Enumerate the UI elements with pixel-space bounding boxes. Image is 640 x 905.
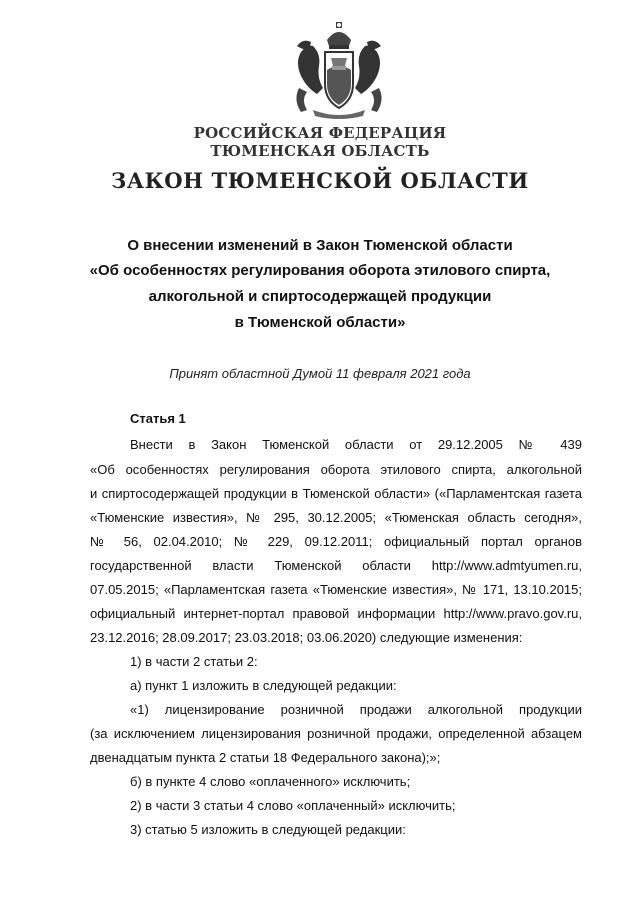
body-line: официальный интернет-портал правовой информации http://www.pravo.gov.ru, xyxy=(90,606,582,621)
body-line: № 56, 02.04.2010; № 229, 09.12.2011; официальный портал органов xyxy=(90,534,582,549)
law-title-line: «Об особенностях регулирования оборота этилового спирта, xyxy=(89,262,551,279)
body-line: и спиртосодержащей продукции в Тюменской области» («Парламентская газета xyxy=(90,486,582,501)
document-type-heading: ЗАКОН ТЮМЕНСКОЙ ОБЛАСТИ xyxy=(111,168,529,193)
body-line: «1) лицензирование розничной продажи алкогольной продукции xyxy=(130,702,582,717)
body-line: двенадцатым пункта 2 статьи 18 Федерального закона);»; xyxy=(90,750,441,765)
body-line: 23.12.2016; 28.09.2017; 23.03.2018; 03.06.2020) следующие изменения: xyxy=(90,630,523,645)
body-line: б) в пункте 4 слово «оплаченного» исключить; xyxy=(130,774,411,789)
body-line: государственной власти Тюменской области http://www.admtyumen.ru, xyxy=(90,558,582,573)
body-line: 3) статью 5 изложить в следующей редакции: xyxy=(130,822,406,837)
body-line: 1) в части 2 статьи 2: xyxy=(130,654,258,669)
coat-of-arms-icon xyxy=(287,22,391,120)
body-line: (за исключением лицензирования розничной продажи, определенной абзацем xyxy=(90,726,582,741)
article-heading: Статья 1 xyxy=(130,411,186,426)
law-title-line: в Тюменской области» xyxy=(234,314,406,331)
law-title-line: алкогольной и спиртосодержащей продукции xyxy=(148,288,492,305)
body-line: Внести в Закон Тюменской области от 29.12.2005 № 439 xyxy=(130,437,582,452)
header-region: ТЮМЕНСКАЯ ОБЛАСТЬ xyxy=(210,142,430,160)
header-country: РОССИЙСКАЯ ФЕДЕРАЦИЯ xyxy=(193,124,447,142)
body-line: 07.05.2015; «Парламентская газета «Тюменские известия», № 171, 13.10.2015; xyxy=(90,582,582,597)
adoption-note: Принят областной Думой 11 февраля 2021 года xyxy=(169,366,471,381)
body-line: «Об особенностях регулирования оборота этилового спирта, алкогольной xyxy=(90,462,582,477)
body-line: «Тюменские известия», № 295, 30.12.2005; «Тюменская область сегодня», xyxy=(90,510,582,525)
law-title-line: О внесении изменений в Закон Тюменской области xyxy=(127,237,513,254)
body-line: а) пункт 1 изложить в следующей редакции: xyxy=(130,678,397,693)
body-line: 2) в части 3 статьи 4 слово «оплаченный» исключить; xyxy=(130,798,456,813)
